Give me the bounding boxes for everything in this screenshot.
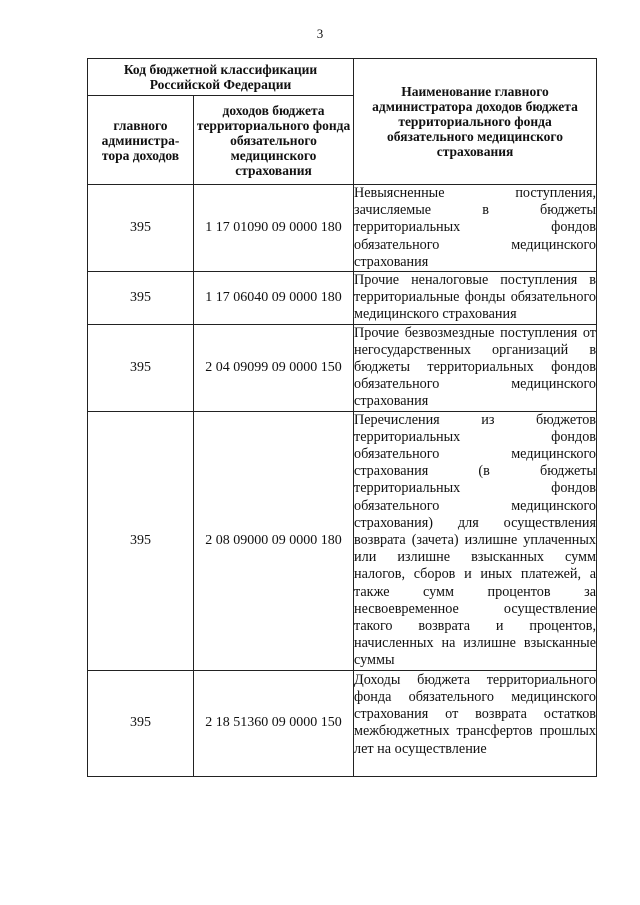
admin-code-cell: 395 [88,185,194,272]
table-row [88,272,597,325]
income-name-cell: Прочие неналоговые поступления в территориальные фонды обязательного медицинского страхования [354,272,597,323]
income-code-cell: 2 18 51360 09 0000 150 [194,670,354,776]
header-fund-income: доходов бюджета территориального фонда обязательного медицинского страхования [194,96,354,185]
admin-code-cell: 395 [88,411,194,670]
admin-code-cell: 395 [88,670,194,776]
income-name-cell: Перечисления из бюджетов территориальных фондов обязательного медицинского страхования (в бюджеты территориальных фондов обязательного медицинского страхования) для осуществления возврата (зачета) излишне уплаченных или излишне взысканных сумм налогов, сборов и иных платежей, а также сумм процентов за несвоевременное осуществление такого возврата и процентов, начисленных на излишне взысканные суммы [354,411,597,669]
page-number: 3 [316,26,324,41]
header-budget-classification-code: Код бюджетной классификации Российской Федерации [88,59,354,96]
income-name-cell: Невыясненные поступления, зачисляемые в бюджеты территориальных фондов обязательного медицинского страхования [354,185,597,270]
table-row [88,185,597,272]
table-row [88,324,597,411]
header-administrator-name: Наименование главного администратора доходов бюджета территориального фонда обязательного медицинского страхования [354,59,597,185]
admin-code-cell: 395 [88,272,194,325]
income-name-text: Доходы бюджета территориального фонда обязательного медицинского страхования от возврата остатков межбюджетных трансфертов прошлых лет на осуществление [354,671,597,757]
income-code-cell: 2 08 09000 09 0000 180 [194,411,354,670]
income-code-cell: 2 04 09099 09 0000 150 [194,324,354,411]
table-row [88,411,597,670]
income-name-cell [354,670,597,776]
income-code-cell: 1 17 06040 09 0000 180 [194,272,354,325]
table-row [88,670,597,776]
budget-classification-table [87,58,597,777]
income-code-cell: 1 17 01090 09 0000 180 [194,185,354,272]
admin-code-cell: 395 [88,324,194,411]
header-main-administrator: главного администра-тора доходов [88,96,194,185]
income-name-cell: Прочие безвозмездные поступления от негосударственных организаций в бюджеты территориальных фондов обязательного медицинского страхования [354,324,597,410]
